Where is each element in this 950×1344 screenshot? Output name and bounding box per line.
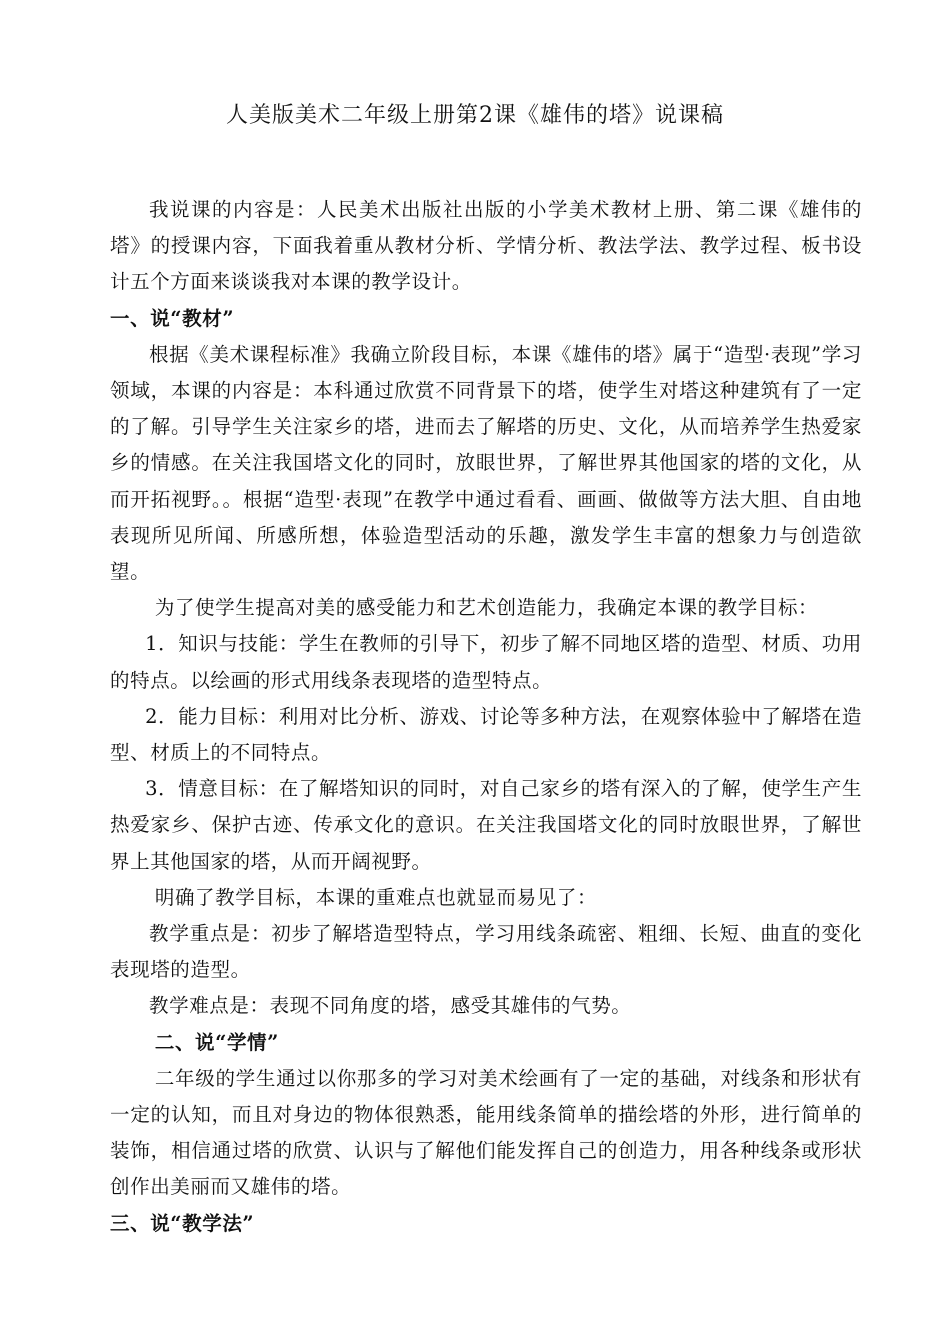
- section-1-paragraph-2: 为了使学生提高对美的感受能力和艺术创造能力，我确定本课的教学目标：: [154, 596, 819, 620]
- section-3-heading: 三、说“教学法”: [110, 1211, 255, 1235]
- intro-paragraph: 我说课的内容是：人民美术出版社出版的小学美术教材上册、第二课《雄伟的塔》的授课内容，下面我着重从教材分析、学情分析、教法学法、教学过程、板书设计五个方面来谈谈我对本课的教学设计。: [110, 198, 862, 294]
- teaching-goal-3: 3．情意目标：在了解塔知识的同时，对自己家乡的塔有深入的了解，使学生产生热爱家乡、保护古迹、传承文化的意识。在关注我国塔文化的同时放眼世界，了解世界上其他国家的塔，从而开阔视野。: [110, 777, 862, 873]
- difficult-point-paragraph: 教学难点是：表现不同角度的塔，感受其雄伟的气势。: [149, 994, 632, 1018]
- teaching-goal-1: 1．知识与技能：学生在教师的引导下，初步了解不同地区塔的造型、材质、功用的特点。以绘画的形式用线条表现塔的造型特点。: [110, 632, 862, 692]
- document-title: 人美版美术二年级上册第2课《雄伟的塔》说课稿: [226, 103, 724, 128]
- teaching-goal-2: 2．能力目标：利用对比分析、游戏、讨论等多种方法，在观察体验中了解塔在造型、材质上的不同特点。: [110, 704, 862, 765]
- section-2-paragraph-1: 二年级的学生通过以你那多的学习对美术绘画有了一定的基础，对线条和形状有一定的认知，而且对身边的物体很熟悉，能用线条简单的描绘塔的外形，进行简单的装饰，相信通过塔的欣赏、认识与了解他们能发挥自己的创造力，用各种线条或形状创作出美丽而又雄伟的塔。: [110, 1066, 862, 1199]
- key-point-paragraph: 教学重点是：初步了解塔造型特点，学习用线条疏密、粗细、长短、曲直的变化表现塔的造型。: [110, 922, 862, 982]
- section-1-heading: 一、说“教材”: [110, 306, 235, 330]
- section-1-paragraph-1: 根据《美术课程标准》我确立阶段目标，本课《雄伟的塔》属于“造型·表现”学习领域，本课的内容是：本科通过欣赏不同背景下的塔，使学生对塔这种建筑有了一定的了解。引导学生关注家乡的塔，进而去了解塔的历史、文化，从而培养学生热爱家乡的情感。在关注我国塔文化的同时，放眼世界，了解世界其他国家的塔的文化，从而开拓视野。。根据“造型·表现”在教学中通过看看、画画、做做等方法大胆、自由地表现所见所闻、所感所想，体验造型活动的乐趣，激发学生丰富的想象力与创造欲望。: [110, 342, 862, 584]
- section-1-paragraph-3: 明确了教学目标，本课的重难点也就显而易见了：: [154, 885, 598, 909]
- document-body: [110, 192, 862, 1242]
- section-2-heading: 二、说“学情”: [154, 1030, 279, 1054]
